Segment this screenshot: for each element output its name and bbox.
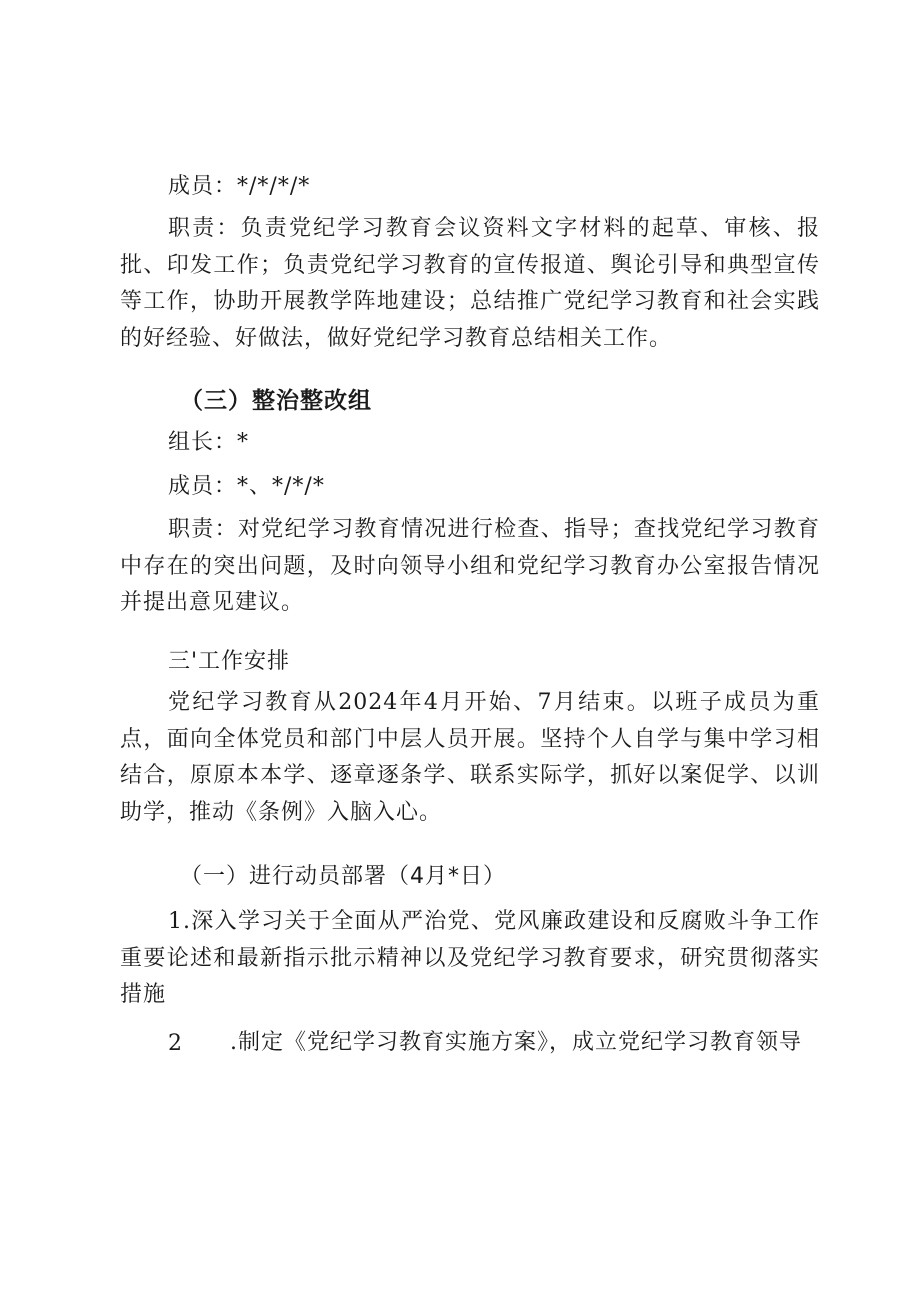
subsection-1-heading: （一）进行动员部署（4月*日）	[180, 864, 506, 889]
section-3-heading: （三）整治整改组	[180, 388, 372, 414]
duties-paragraph-1: 职责：负责党纪学习教育会议资料文字材料的起草、审核、报批、印发工作；负责党纪学习教育的宣传报道、舆论引导和典型宣传等工作，协助开展教学阵地建设；总结推广党纪学习教育和社会实践的好经验、好做法，做好党纪学习教育总结相关工作。	[120, 216, 820, 351]
item-1-paragraph: 1.深入学习关于全面从严治党、党风廉政建设和反腐败斗争工作重要论述和最新指示批示精神以及党纪学习教育要求，研究贯彻落实措施	[120, 909, 820, 1007]
part-3-heading: 三'工作安排	[168, 649, 291, 674]
arrangement-paragraph: 党纪学习教育从2024年4月开始、7月结束。以班子成员为重点，面向全体党员和部门中层人员开展。坚持个人自学与集中学习相结合，原原本本学、逐章逐条学、联系实际学，抓好以案促学、以训助学，推动《条例》入脑入心。	[120, 690, 820, 825]
group-leader-line: 组长：*	[168, 430, 250, 455]
item-2-paragraph: .制定《党纪学习教育实施方案》，成立党纪学习教育领导	[230, 1030, 802, 1055]
item-2-number: 2	[168, 1031, 183, 1056]
members-line-1: 成员：*/*/*/*	[168, 174, 311, 199]
members-line-2: 成员：*、*/*/*	[168, 474, 325, 499]
duties-paragraph-2: 职责：对党纪学习教育情况进行检查、指导；查找党纪学习教育中存在的突出问题，及时向领导小组和党纪学习教育办公室报告情况并提出意见建议。	[120, 517, 820, 615]
